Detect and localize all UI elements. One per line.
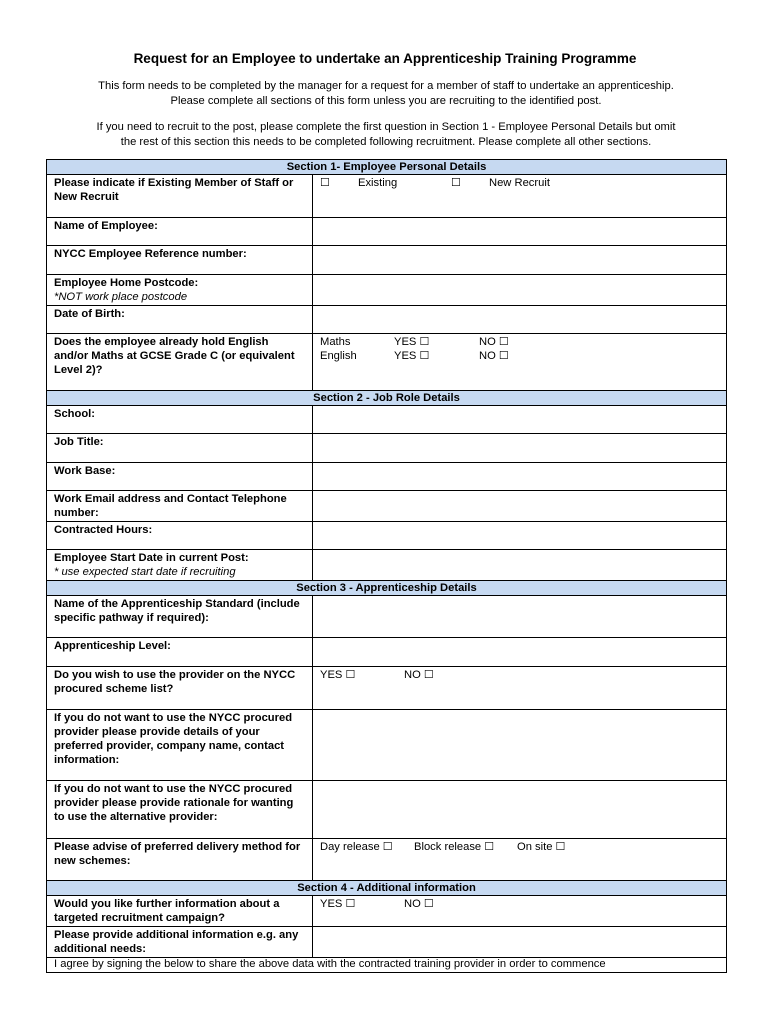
gcse-options [313, 334, 727, 391]
employee-ref-field[interactable] [313, 246, 727, 275]
school-field[interactable] [313, 406, 727, 434]
rationale-field[interactable] [313, 781, 727, 839]
form-title: Request for an Employee to undertake an Apprenticeship Training Programme [133, 51, 637, 66]
start-date-note: * use expected start date if recruiting [54, 566, 236, 578]
delivery-method-label: Please advise of preferred delivery method for new schemes: [47, 839, 313, 881]
job-title-field[interactable] [313, 434, 727, 463]
level-label: Apprenticeship Level: [47, 638, 313, 667]
campaign-yes-checkbox[interactable]: YES ☐ [320, 898, 356, 910]
dob-label: Date of Birth: [47, 306, 313, 334]
rationale-label: If you do not want to use the NYCC procured provider please provide rationale for wanting to use the alternative provider: [47, 781, 313, 839]
section-3-heading: Section 3 - Apprenticeship Details [47, 581, 727, 596]
english-yes-checkbox[interactable]: YES ☐ [394, 350, 430, 362]
postcode-label: Employee Home Postcode: [54, 277, 199, 289]
existing-new-label: Please indicate if Existing Member of Staff or New Recruit [47, 175, 313, 218]
preferred-provider-field[interactable] [313, 710, 727, 781]
maths-no-checkbox[interactable]: NO ☐ [479, 336, 509, 348]
intro-paragraph-1 [46, 79, 726, 108]
preferred-provider-label: If you do not want to use the NYCC procured provider please provide details of your preferred provider, company name, contact information: [47, 710, 313, 781]
existing-option-label: Existing [358, 177, 398, 189]
employee-name-field[interactable] [313, 218, 727, 246]
section-4-heading: Section 4 - Additional information [47, 881, 727, 896]
provider-no-checkbox[interactable]: NO ☐ [404, 669, 434, 681]
postcode-field[interactable] [313, 275, 727, 306]
additional-info-label: Please provide additional information e.g. any additional needs: [47, 927, 313, 958]
campaign-options [313, 896, 727, 927]
dob-field[interactable] [313, 306, 727, 334]
campaign-no-checkbox[interactable]: NO ☐ [404, 898, 434, 910]
postcode-note: *NOT work place postcode [54, 291, 188, 303]
contracted-hours-field[interactable] [313, 522, 727, 550]
on-site-checkbox[interactable]: On site ☐ [517, 841, 566, 853]
existing-checkbox[interactable]: ☐ [320, 177, 331, 189]
english-no-checkbox[interactable]: NO ☐ [479, 350, 509, 362]
start-date-label: Employee Start Date in current Post: [54, 552, 249, 564]
work-base-field[interactable] [313, 463, 727, 491]
data-sharing-agreement: I agree by signing the below to share the above data with the contracted training provider in order to commence [47, 958, 727, 973]
intro-line: the rest of this section this needs to be completed following recruitment. Please complete all other sections. [120, 135, 652, 148]
campaign-label: Would you like further information about a targeted recruitment campaign? [47, 896, 313, 927]
request-form-table [46, 159, 727, 973]
section-2-heading: Section 2 - Job Role Details [47, 391, 727, 406]
school-label: School: [47, 406, 313, 434]
intro-line: If you need to recruit to the post, please complete the first question in Section 1 - Employee Personal Details but omit [96, 121, 676, 133]
level-field[interactable] [313, 638, 727, 667]
standard-field[interactable] [313, 596, 727, 638]
day-release-checkbox[interactable]: Day release ☐ [320, 841, 393, 853]
existing-new-options [313, 175, 727, 218]
provider-list-label: Do you wish to use the provider on the NYCC procured scheme list? [47, 667, 313, 710]
new-recruit-checkbox[interactable]: ☐ [451, 177, 462, 189]
section-1-heading: Section 1- Employee Personal Details [47, 160, 727, 175]
work-base-label: Work Base: [47, 463, 313, 491]
job-title-label: Job Title: [47, 434, 313, 463]
delivery-method-options [313, 839, 727, 881]
new-recruit-option-label: New Recruit [489, 177, 550, 189]
provider-yes-checkbox[interactable]: YES ☐ [320, 669, 356, 681]
maths-label: Maths [320, 336, 351, 348]
standard-label: Name of the Apprenticeship Standard (include specific pathway if required): [47, 596, 313, 638]
maths-yes-checkbox[interactable]: YES ☐ [394, 336, 430, 348]
intro-line: This form needs to be completed by the manager for a request for a member of staff to undertake an apprenticeship. [98, 80, 674, 92]
employee-name-label: Name of Employee: [47, 218, 313, 246]
start-date-field[interactable] [313, 550, 727, 581]
postcode-label-cell [47, 275, 313, 306]
start-date-label-cell [47, 550, 313, 581]
provider-list-options [313, 667, 727, 710]
gcse-label: Does the employee already hold English and/or Maths at GCSE Grade C (or equivalent Level 2)? [47, 334, 313, 391]
work-email-field[interactable] [313, 491, 727, 522]
additional-info-field[interactable] [313, 927, 727, 958]
contracted-hours-label: Contracted Hours: [47, 522, 313, 550]
work-email-label: Work Email address and Contact Telephone number: [47, 491, 313, 522]
intro-paragraph-2 [46, 120, 726, 149]
block-release-checkbox[interactable]: Block release ☐ [414, 841, 495, 853]
employee-ref-label: NYCC Employee Reference number: [47, 246, 313, 275]
intro-line: Please complete all sections of this form unless you are recruiting to the identified post. [170, 94, 602, 107]
english-label: English [320, 350, 357, 362]
